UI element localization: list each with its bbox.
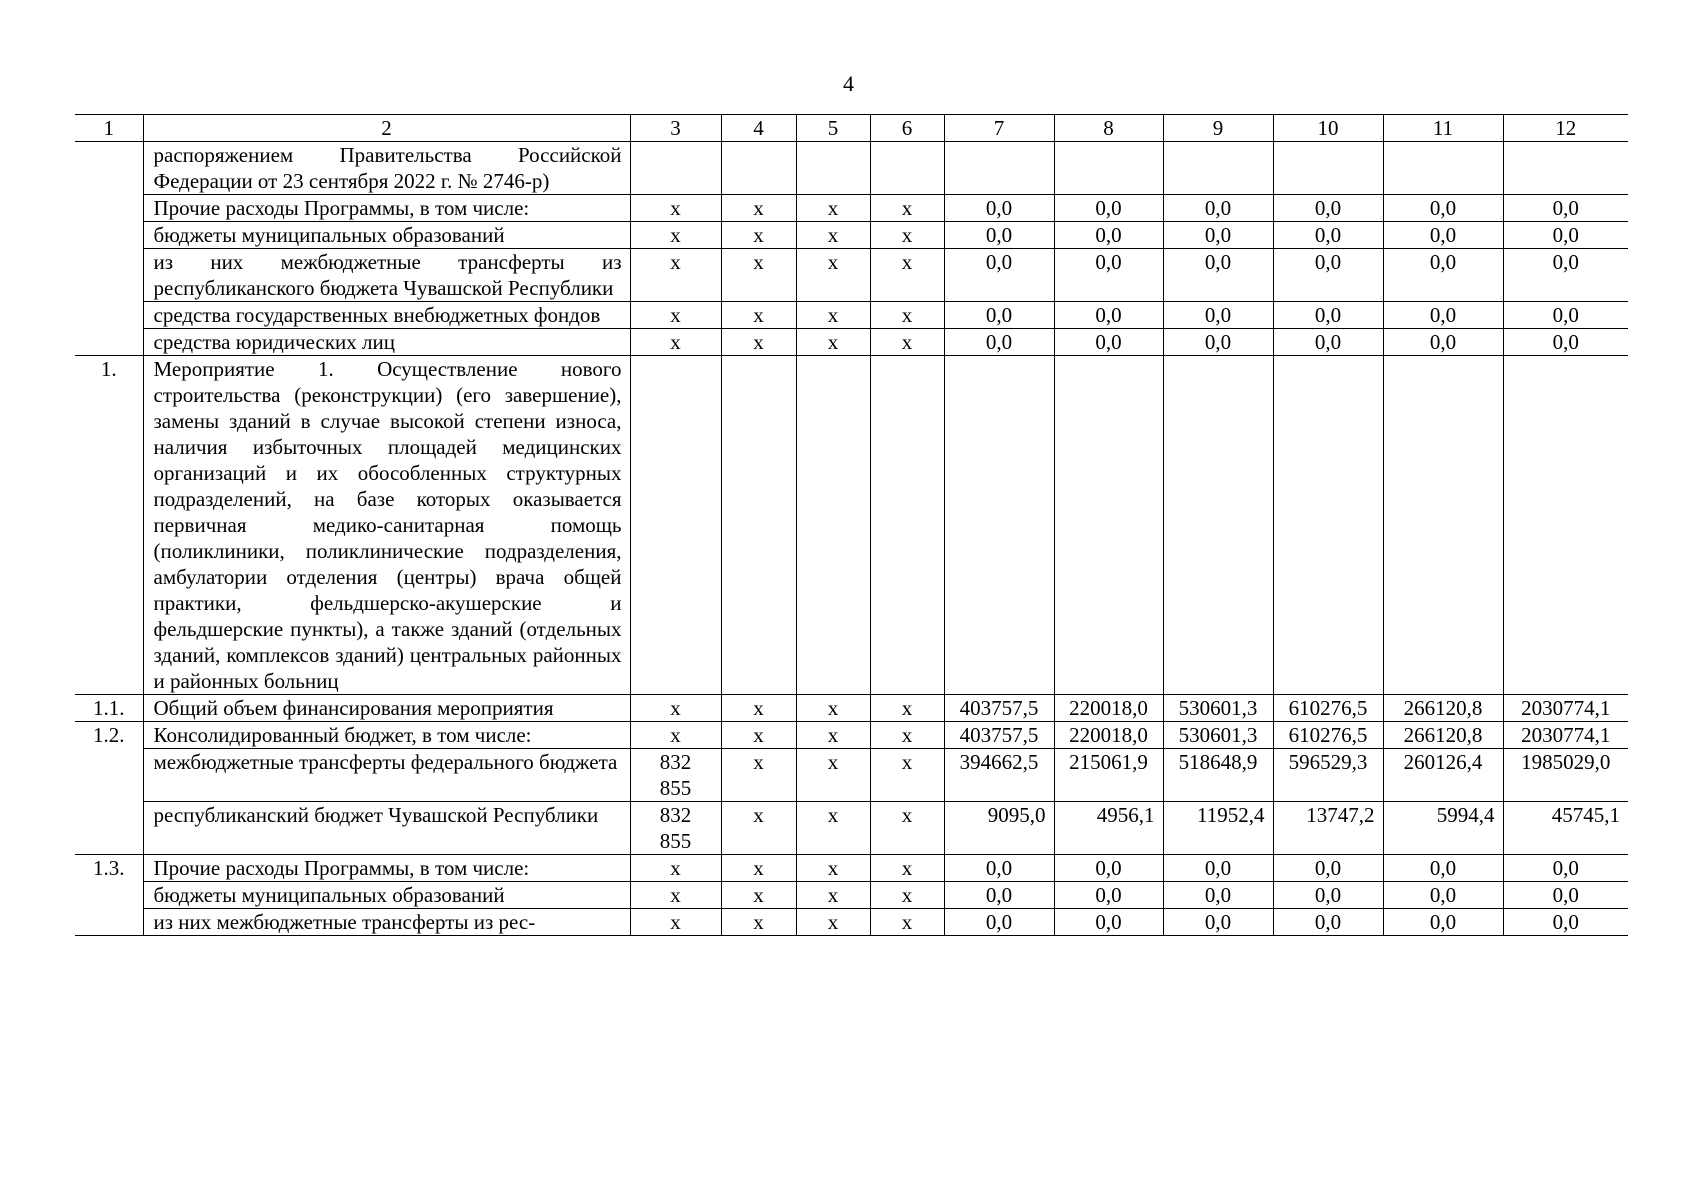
row-value-cell: 0,0 <box>1503 909 1628 936</box>
row-c6-cell: x <box>870 695 944 722</box>
row-description-cell: из них межбюджетные трансферты из рес- <box>143 909 630 936</box>
row-value-cell: 0,0 <box>1383 855 1503 882</box>
row-index-cell <box>75 909 143 936</box>
row-index-cell <box>75 302 143 329</box>
table-row <box>75 882 1628 909</box>
row-value-cell: 215061,9 <box>1054 749 1163 802</box>
page-number: 4 <box>843 71 854 96</box>
row-c5-cell: x <box>796 249 870 302</box>
row-value-cell: 5994,4 <box>1383 802 1503 855</box>
row-value-cell: 0,0 <box>1273 195 1383 222</box>
row-value-cell: 0,0 <box>1273 249 1383 302</box>
row-c4-cell: x <box>721 909 796 936</box>
table-row <box>75 749 1628 802</box>
header-cell: 10 <box>1273 115 1383 142</box>
row-value-cell <box>1383 142 1503 195</box>
table-row <box>75 195 1628 222</box>
row-value-cell: 266120,8 <box>1383 722 1503 749</box>
table-row <box>75 855 1628 882</box>
row-value-cell <box>1163 356 1273 695</box>
row-c5-cell: x <box>796 222 870 249</box>
row-c6-cell: x <box>870 802 944 855</box>
row-value-cell: 0,0 <box>944 909 1054 936</box>
header-cell: 9 <box>1163 115 1273 142</box>
row-value-cell: 0,0 <box>1503 882 1628 909</box>
row-value-cell: 0,0 <box>944 249 1054 302</box>
row-c6-cell: x <box>870 195 944 222</box>
row-description-cell: из них межбюджетные трансферты из республиканского бюджета Чувашской Республики <box>143 249 630 302</box>
row-c4-cell: x <box>721 749 796 802</box>
code-line: x <box>670 696 681 720</box>
row-value-cell: 0,0 <box>1383 222 1503 249</box>
row-c6-cell <box>870 356 944 695</box>
row-c6-cell: x <box>870 329 944 356</box>
header-cell: 8 <box>1054 115 1163 142</box>
row-value-cell <box>1054 356 1163 695</box>
code-line: x <box>670 856 681 880</box>
table-body <box>75 115 1628 936</box>
row-code-cell <box>630 695 721 722</box>
row-code-cell <box>630 882 721 909</box>
code-line: x <box>670 223 681 247</box>
table-row <box>75 356 1628 695</box>
row-c4-cell: x <box>721 802 796 855</box>
budget-table <box>75 114 1628 936</box>
row-value-cell: 0,0 <box>1503 222 1628 249</box>
header-cell: 12 <box>1503 115 1628 142</box>
header-cell: 7 <box>944 115 1054 142</box>
row-c4-cell: x <box>721 855 796 882</box>
row-value-cell: 0,0 <box>1273 909 1383 936</box>
row-value-cell: 13747,2 <box>1273 802 1383 855</box>
row-index-cell: 1.2. <box>75 722 143 749</box>
row-value-cell: 9095,0 <box>944 802 1054 855</box>
row-value-cell: 0,0 <box>1163 882 1273 909</box>
row-value-cell: 596529,3 <box>1273 749 1383 802</box>
row-c4-cell: x <box>721 722 796 749</box>
row-value-cell: 530601,3 <box>1163 695 1273 722</box>
row-value-cell: 0,0 <box>1163 222 1273 249</box>
row-value-cell: 2030774,1 <box>1503 722 1628 749</box>
row-index-cell <box>75 329 143 356</box>
row-value-cell: 0,0 <box>1383 302 1503 329</box>
row-c6-cell: x <box>870 882 944 909</box>
code-line: x <box>670 330 681 354</box>
row-c4-cell: x <box>721 249 796 302</box>
row-index-cell: 1.3. <box>75 855 143 882</box>
row-index-cell <box>75 249 143 302</box>
row-code-cell <box>630 195 721 222</box>
row-value-cell: 0,0 <box>1503 195 1628 222</box>
row-value-cell: 0,0 <box>1054 195 1163 222</box>
row-code-cell <box>630 222 721 249</box>
row-code-cell <box>630 249 721 302</box>
row-value-cell: 0,0 <box>1273 302 1383 329</box>
row-c4-cell <box>721 142 796 195</box>
table-header-row <box>75 115 1628 142</box>
row-value-cell: 45745,1 <box>1503 802 1628 855</box>
header-cell: 5 <box>796 115 870 142</box>
row-value-cell: 518648,9 <box>1163 749 1273 802</box>
row-value-cell: 610276,5 <box>1273 722 1383 749</box>
row-value-cell: 0,0 <box>1054 855 1163 882</box>
row-value-cell: 610276,5 <box>1273 695 1383 722</box>
row-code-cell <box>630 329 721 356</box>
row-code-cell <box>630 722 721 749</box>
code-line: x <box>670 303 681 327</box>
row-value-cell <box>1383 356 1503 695</box>
row-c5-cell: x <box>796 855 870 882</box>
row-value-cell: 0,0 <box>944 222 1054 249</box>
row-value-cell: 0,0 <box>1163 329 1273 356</box>
row-value-cell: 0,0 <box>944 329 1054 356</box>
row-c4-cell: x <box>721 195 796 222</box>
row-c4-cell: x <box>721 882 796 909</box>
row-description-cell: Мероприятие 1. Осуществление нового строительства (реконструкции) (его завершение), замены зданий в случае высокой степени износа, наличия избыточных площадей медицинских организаций и их обособленных структурных подразделений, на базе которых оказывается первичная медико-санитарная помощь (поликлиники, поликлинические подразделения, амбулатории отделения (центры) врача общей практики, фельдшерско-акушерские и фельдшерские пункты), а также зданий (отдельных зданий, комплексов зданий) центральных районных и районных больниц <box>143 356 630 695</box>
row-c6-cell: x <box>870 222 944 249</box>
row-c6-cell: x <box>870 249 944 302</box>
row-c6-cell: x <box>870 855 944 882</box>
row-value-cell: 0,0 <box>1503 302 1628 329</box>
row-c6-cell: x <box>870 302 944 329</box>
row-description-cell: бюджеты муниципальных образований <box>143 882 630 909</box>
row-index-cell: 1.1. <box>75 695 143 722</box>
row-description-cell: Прочие расходы Программы, в том числе: <box>143 195 630 222</box>
row-value-cell: 0,0 <box>1383 195 1503 222</box>
row-value-cell: 0,0 <box>1054 222 1163 249</box>
row-value-cell: 0,0 <box>1054 909 1163 936</box>
row-c5-cell <box>796 356 870 695</box>
row-value-cell: 0,0 <box>944 855 1054 882</box>
table-row <box>75 329 1628 356</box>
row-value-cell: 2030774,1 <box>1503 695 1628 722</box>
row-value-cell: 0,0 <box>1054 249 1163 302</box>
row-c5-cell: x <box>796 195 870 222</box>
row-code-cell <box>630 356 721 695</box>
row-code-cell <box>630 749 721 802</box>
row-code-cell <box>630 909 721 936</box>
row-description-cell: средства юридических лиц <box>143 329 630 356</box>
row-value-cell: 4956,1 <box>1054 802 1163 855</box>
row-description-cell: Прочие расходы Программы, в том числе: <box>143 855 630 882</box>
header-cell: 6 <box>870 115 944 142</box>
row-value-cell: 0,0 <box>1163 855 1273 882</box>
row-description-cell: распоряжением Правительства Российской Федерации от 23 сентября 2022 г. № 2746-р) <box>143 142 630 195</box>
row-value-cell: 0,0 <box>1054 302 1163 329</box>
code-line: 855 <box>659 776 692 800</box>
header-cell: 4 <box>721 115 796 142</box>
table-row <box>75 142 1628 195</box>
row-index-cell <box>75 749 143 802</box>
row-c5-cell: x <box>796 802 870 855</box>
row-description-cell: Консолидированный бюджет, в том числе: <box>143 722 630 749</box>
row-c5-cell: x <box>796 749 870 802</box>
table-row <box>75 802 1628 855</box>
row-c5-cell: x <box>796 695 870 722</box>
row-index-cell <box>75 142 143 195</box>
row-c6-cell: x <box>870 722 944 749</box>
row-description-cell: республиканский бюджет Чувашской Республики <box>143 802 630 855</box>
code-line: x <box>670 196 681 220</box>
row-description-cell: средства государственных внебюджетных фондов <box>143 302 630 329</box>
row-value-cell <box>1503 142 1628 195</box>
row-value-cell: 403757,5 <box>944 695 1054 722</box>
row-c5-cell: x <box>796 329 870 356</box>
row-c5-cell: x <box>796 302 870 329</box>
row-code-cell <box>630 855 721 882</box>
row-value-cell: 0,0 <box>1163 909 1273 936</box>
row-value-cell: 0,0 <box>1054 882 1163 909</box>
table-row <box>75 249 1628 302</box>
row-c6-cell: x <box>870 909 944 936</box>
row-description-cell: Общий объем финансирования мероприятия <box>143 695 630 722</box>
code-line: 832 <box>659 750 692 774</box>
row-value-cell: 0,0 <box>1503 249 1628 302</box>
row-value-cell: 1985029,0 <box>1503 749 1628 802</box>
row-value-cell: 0,0 <box>944 195 1054 222</box>
header-cell: 1 <box>75 115 143 142</box>
row-value-cell: 394662,5 <box>944 749 1054 802</box>
row-value-cell: 266120,8 <box>1383 695 1503 722</box>
row-value-cell: 0,0 <box>1273 222 1383 249</box>
row-code-cell <box>630 142 721 195</box>
row-value-cell: 0,0 <box>1273 882 1383 909</box>
row-value-cell: 220018,0 <box>1054 722 1163 749</box>
header-cell: 3 <box>630 115 721 142</box>
code-line: 855 <box>659 829 692 853</box>
row-value-cell: 11952,4 <box>1163 802 1273 855</box>
row-c5-cell: x <box>796 882 870 909</box>
row-c6-cell <box>870 142 944 195</box>
row-value-cell: 220018,0 <box>1054 695 1163 722</box>
row-value-cell: 0,0 <box>1273 329 1383 356</box>
row-value-cell: 0,0 <box>1273 855 1383 882</box>
row-code-cell <box>630 302 721 329</box>
table-row <box>75 695 1628 722</box>
row-value-cell: 0,0 <box>1383 909 1503 936</box>
code-line: x <box>670 250 681 274</box>
row-index-cell <box>75 222 143 249</box>
code-line: 832 <box>659 803 692 827</box>
row-value-cell: 260126,4 <box>1383 749 1503 802</box>
table-row <box>75 222 1628 249</box>
row-description-cell: межбюджетные трансферты федерального бюджета <box>143 749 630 802</box>
row-index-cell: 1. <box>75 356 143 695</box>
row-index-cell <box>75 195 143 222</box>
row-value-cell: 0,0 <box>944 302 1054 329</box>
row-value-cell: 403757,5 <box>944 722 1054 749</box>
row-description-cell: бюджеты муниципальных образований <box>143 222 630 249</box>
row-value-cell <box>1273 142 1383 195</box>
row-value-cell: 0,0 <box>1383 249 1503 302</box>
table-row <box>75 302 1628 329</box>
header-cell: 2 <box>143 115 630 142</box>
row-value-cell: 0,0 <box>1503 329 1628 356</box>
row-index-cell <box>75 882 143 909</box>
table-row <box>75 909 1628 936</box>
row-c4-cell: x <box>721 222 796 249</box>
row-index-cell <box>75 802 143 855</box>
code-line: x <box>670 723 681 747</box>
row-value-cell: 0,0 <box>1163 195 1273 222</box>
row-value-cell: 530601,3 <box>1163 722 1273 749</box>
row-c5-cell: x <box>796 722 870 749</box>
row-c6-cell: x <box>870 749 944 802</box>
header-cell: 11 <box>1383 115 1503 142</box>
row-value-cell: 0,0 <box>944 882 1054 909</box>
row-value-cell: 0,0 <box>1383 882 1503 909</box>
row-code-cell <box>630 802 721 855</box>
row-value-cell <box>1163 142 1273 195</box>
row-value-cell: 0,0 <box>1054 329 1163 356</box>
row-value-cell <box>1503 356 1628 695</box>
row-value-cell: 0,0 <box>1503 855 1628 882</box>
code-line: x <box>670 883 681 907</box>
row-c4-cell: x <box>721 695 796 722</box>
row-value-cell: 0,0 <box>1163 249 1273 302</box>
row-c4-cell: x <box>721 302 796 329</box>
table-row <box>75 722 1628 749</box>
row-value-cell: 0,0 <box>1163 302 1273 329</box>
row-c5-cell: x <box>796 909 870 936</box>
row-value-cell: 0,0 <box>1383 329 1503 356</box>
code-line: x <box>670 910 681 934</box>
row-value-cell <box>1273 356 1383 695</box>
row-c5-cell <box>796 142 870 195</box>
row-value-cell <box>1054 142 1163 195</box>
row-c4-cell <box>721 356 796 695</box>
row-value-cell <box>944 356 1054 695</box>
row-value-cell <box>944 142 1054 195</box>
row-c4-cell: x <box>721 329 796 356</box>
